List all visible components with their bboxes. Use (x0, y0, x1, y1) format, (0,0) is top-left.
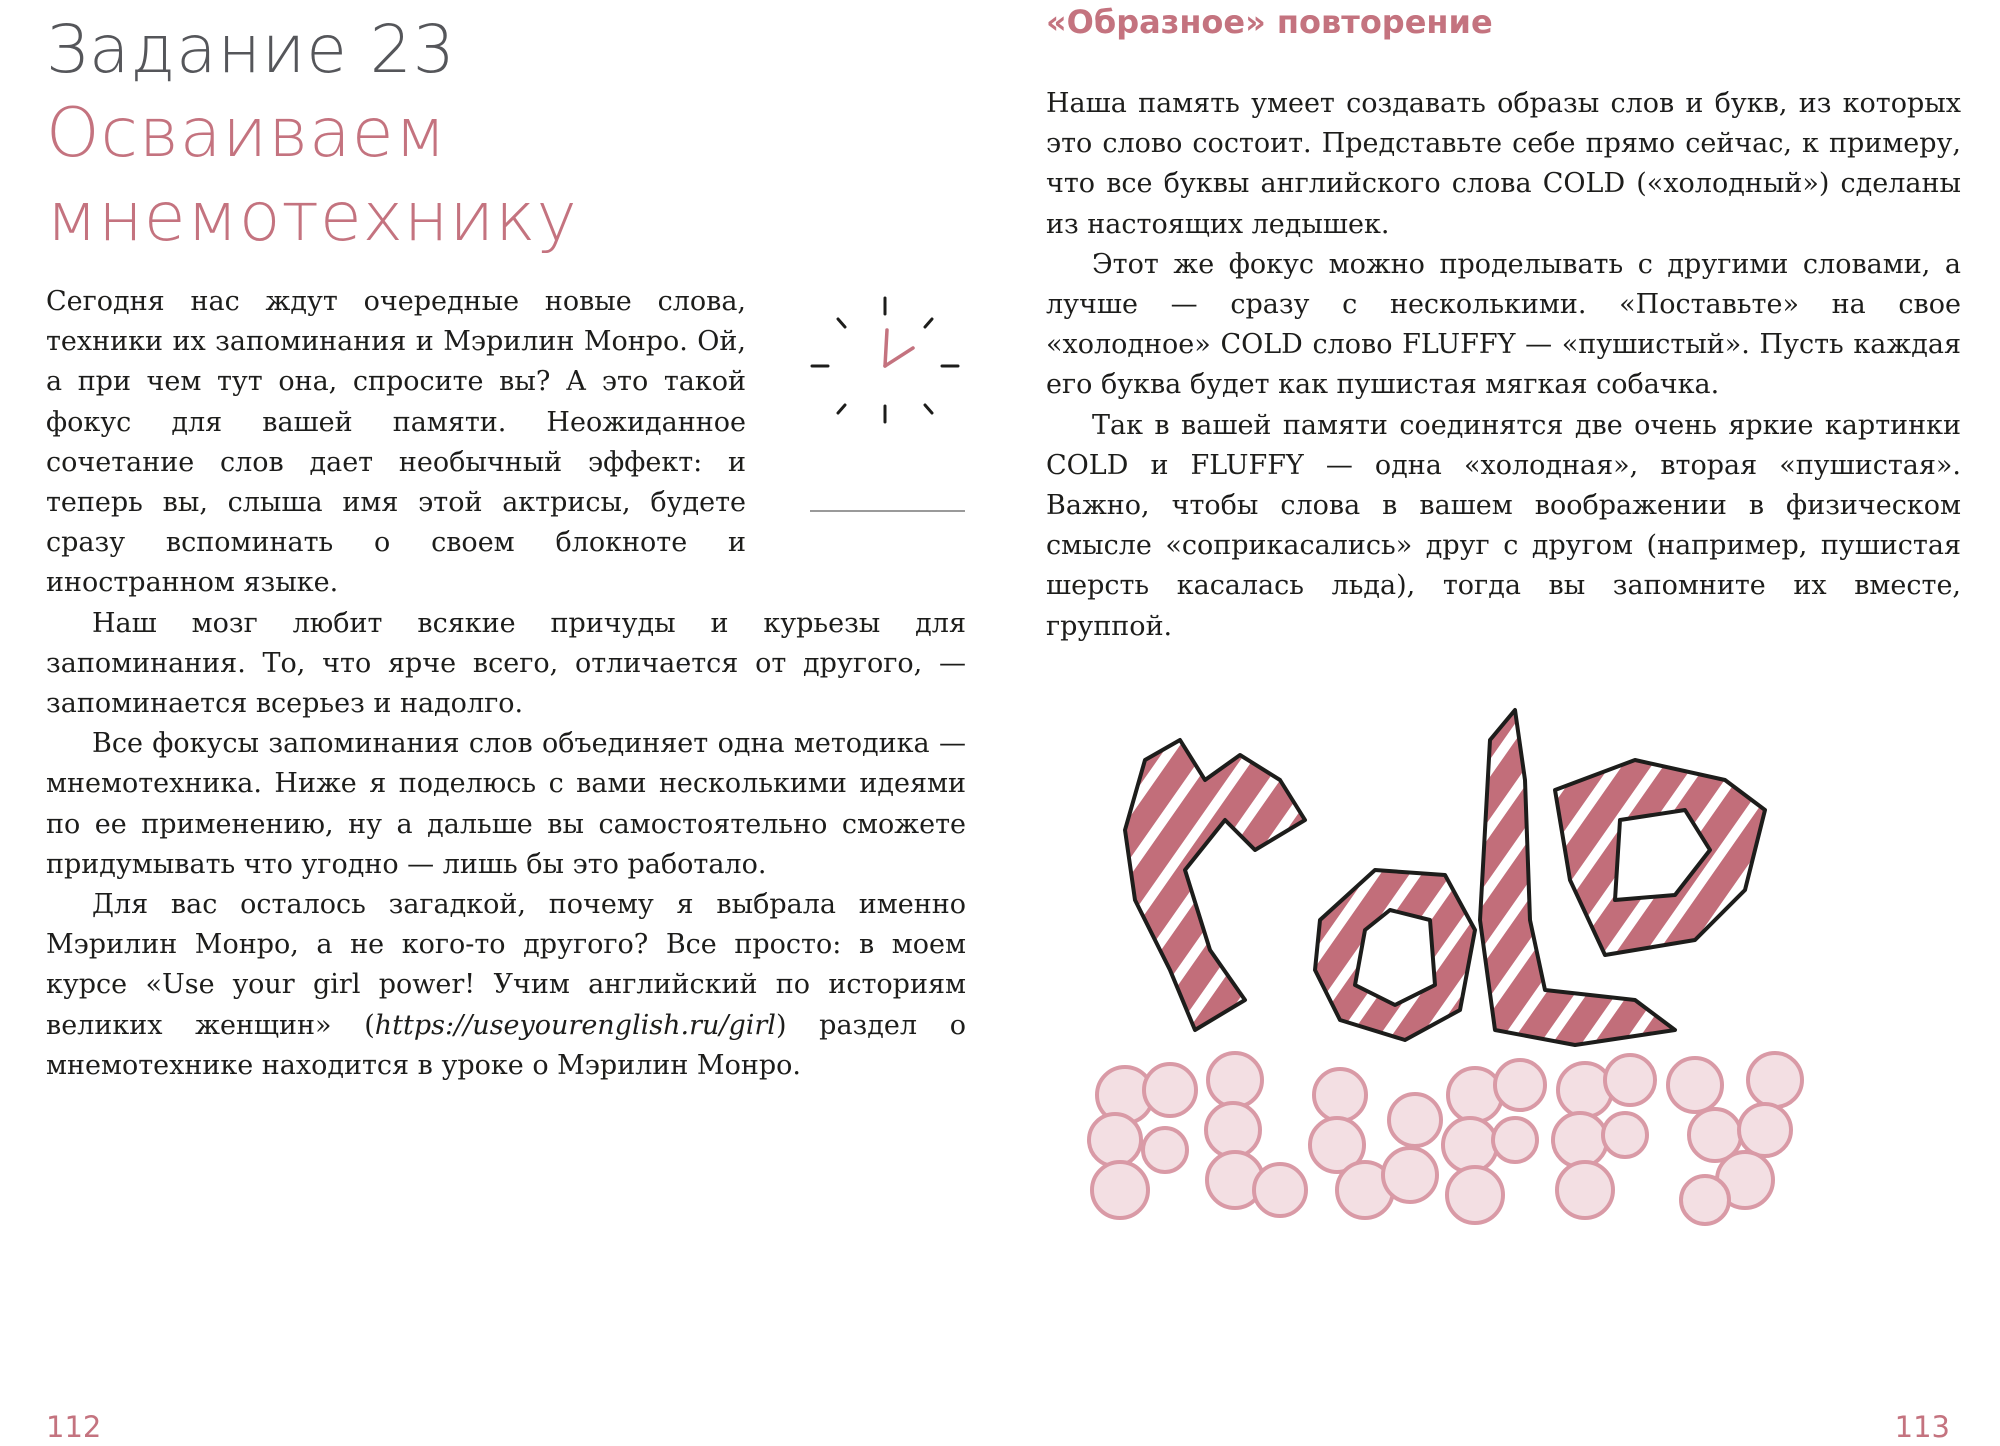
paragraph: Наш мозг любит всякие причуды и курьезы для запоминания. То, что ярче всего, отличается от другого, — запоминается всерьез и надолго. (46, 607, 966, 720)
right-body-text (1046, 84, 1961, 647)
left-body-text (46, 282, 966, 1086)
cold-fluffy-illustration (1075, 700, 1945, 1300)
section-label: «Образное» повторение (1046, 3, 1493, 41)
course-link[interactable]: https://useyourenglish.ru/girl (374, 1009, 776, 1041)
paragraph: Наша память умеет создавать образы слов и букв, из которых это слово состоит. Представьте себе прямо сейчас, к примеру, что все буквы английского слова COLD («холодный») сделаны из настоящих ледышек. (1046, 88, 1961, 240)
ice-letter-o (1315, 870, 1475, 1040)
ice-letter-c (1125, 740, 1305, 1030)
fluffy-letter-f2 (1443, 1060, 1545, 1223)
ice-letter-d (1555, 760, 1765, 955)
page-number: 112 (46, 1410, 102, 1444)
page-number: 113 (1894, 1410, 1950, 1444)
paragraph-text: Для вас осталось загадкой, почему я выбрала именно Мэрилин Монро, а не кого-то другого? Все просто: в моем курсе «Use your girl power! Учим английский по историям великих женщин» ( (46, 889, 966, 1041)
paragraph: Сегодня нас ждут очередные новые слова, техники их запоминания и Мэрилин Монро. Ой, а при чем тут она, спросите вы? А это такой фокус для вашей памяти. Неожиданное сочетание слов дает необычный эффект: и теперь вы, слыша имя этой актрисы, будете сразу вспоминать о своем блокноте и иностранном языке. (46, 286, 746, 599)
paragraph: Так в вашей памяти соединятся две очень яркие картинки COLD и FLUFFY — одна «холодная», вторая «пушистая». Важно, чтобы слова в вашем воображении в физическом смысле «соприкасались» друг с другом (например, пушистая шерсть касалась льда), тогда вы запомните их вместе, группой. (1046, 409, 1961, 642)
fluffy-letter-f (1089, 1064, 1196, 1218)
paragraph: Этот же фокус можно проделывать с другими словами, а лучше — сразу с несколькими. «Поставьте» на свое «холодное» COLD слово FLUFFY — «пушистый». Пусть каждая его буква будет как пушистая мягкая собачка. (1046, 248, 1961, 401)
paragraph (46, 885, 966, 1086)
fluffy-letter-l (1206, 1053, 1306, 1216)
right-page (1000, 0, 2000, 1446)
fluffy-letter-y (1668, 1053, 1802, 1224)
task-subtitle: Осваиваем мнемотехнику (46, 94, 578, 257)
paragraph-text: ) раздел о мнемотехнике находится в уроке о Мэрилин Монро. (46, 1009, 966, 1081)
fluffy-letter-u (1310, 1069, 1441, 1218)
fluffy-letter-f3 (1553, 1055, 1655, 1218)
task-heading: Задание 23 (46, 11, 456, 88)
paragraph: Все фокусы запоминания слов объединяет одна методика — мнемотехника. Ниже я поделюсь с вами несколькими идеями по ее применению, ну а дальше вы самостоятельно сможете придумывать что угодно — лишь бы это работало. (46, 728, 966, 880)
